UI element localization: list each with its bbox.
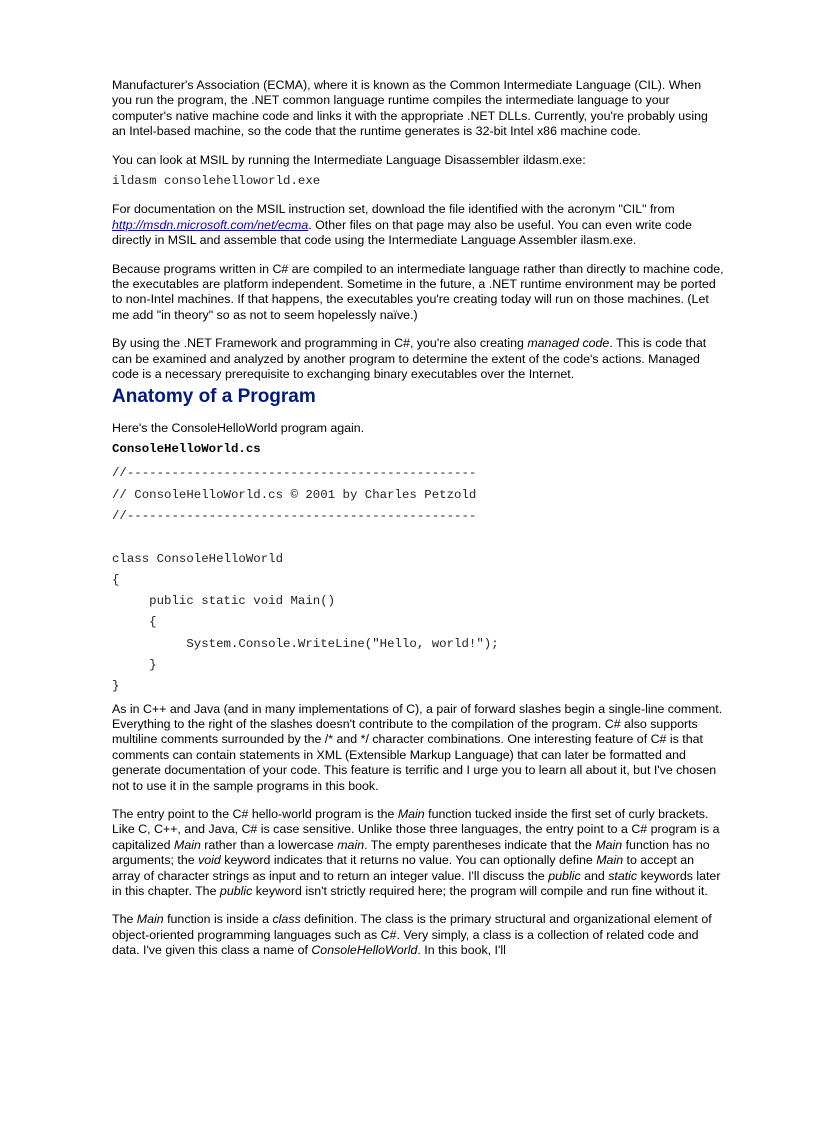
ecma-link[interactable]: http://msdn.microsoft.com/net/ecma	[112, 217, 309, 232]
paragraph-platform: Because programs written in C# are compiled to an intermediate language rather than directly to machine code, the executables are platform independent. Sometime in the future, a .NET runtime environment may be ported to non-Intel machines. If that happens, the executables you're creating today will run on those machines. (Let me add "in theory" so as not to seem hopelessly naïve.)	[112, 261, 724, 322]
code-listing	[112, 463, 724, 697]
code-line: //-----------------------------------------------	[112, 508, 477, 523]
code-line: System.Console.WriteLine("Hello, world!");	[112, 636, 499, 651]
code-line: public static void Main()	[112, 594, 336, 609]
code-line: class ConsoleHelloWorld	[112, 551, 284, 566]
code-line: //-----------------------------------------------	[112, 466, 477, 481]
section-heading: Anatomy of a Program	[112, 385, 316, 407]
document-page	[112, 78, 724, 972]
code-file-title: ConsoleHelloWorld.cs	[112, 441, 261, 456]
code-line: {	[112, 615, 157, 630]
paragraph-entry-point: The entry point to the C# hello-world program is the Main function tucked inside the first set of curly brackets. Like C, C++, and Java, C# is case sensitive. Unlike those three languages, the entry point to a C# program is a capitalized Main rather than a lowercase main. The empty parentheses indicate that the Main function has no arguments; the void keyword indicates that it returns no value. You can optionally define Main to accept an array of character strings as input and to return an integer value. I'll discuss the public and static keywords later in this chapter. The public keyword isn't strictly required here; the program will compile and run fine without it.	[112, 807, 721, 899]
paragraph-managed-code: By using the .NET Framework and programming in C#, you're also creating managed code. This is code that can be examined and analyzed by another program to determine the extent of the code's actions. Managed code is a necessary prerequisite to exchanging binary executables over the Internet.	[112, 336, 707, 382]
code-line: }	[112, 657, 157, 672]
paragraph-ildasm: You can look at MSIL by running the Intermediate Language Disassembler ildasm.exe:	[112, 152, 586, 167]
paragraph-documentation: For documentation on the MSIL instruction set, download the file identified with the acronym "CIL" from http://msdn.microsoft.com/net/ecma. Other files on that page may also be useful. You can even write code directly in MSIL and assemble that code using the Intermediate Language Assembler ilasm.exe.	[112, 202, 692, 248]
paragraph-program-intro: Here's the ConsoleHelloWorld program again.	[112, 420, 365, 435]
code-line	[112, 527, 724, 548]
code-line: }	[112, 679, 120, 694]
ildasm-command: ildasm consolehelloworld.exe	[112, 174, 321, 189]
paragraph-comments: As in C++ and Java (and in many implementations of C), a pair of forward slashes begin a single-line comment. Everything to the right of the slashes doesn't contribute to the compilation of the program. C# also supports multiline comments surrounded by the /* and */ character combinations. One interesting feature of C# is that comments can contain statements in XML (Extensible Markup Language) that can later be formatted and generate documentation of your code. This feature is terrific and I urge you to learn all about it, but I've chosen not to use it in the sample programs in this book.	[112, 701, 723, 793]
paragraph-cil: Manufacturer's Association (ECMA), where it is known as the Common Intermediate Language (CIL). When you run the program, the .NET common language runtime compiles the intermediate language to your computer's native machine code and links it with the appropriate .NET DLLs. Currently, you're probably using an Intel-based machine, so the code that the runtime generates is 32-bit Intel x86 machine code.	[112, 78, 708, 139]
paragraph-class: The Main function is inside a class definition. The class is the primary structural and organizational element of object-oriented programming languages such as C#. Very simply, a class is a collection of related code and data. I've given this class a name of ConsoleHelloWorld. In this book, I'll	[112, 912, 712, 958]
code-line: // ConsoleHelloWorld.cs © 2001 by Charles Petzold	[112, 487, 477, 502]
code-line: {	[112, 572, 120, 587]
